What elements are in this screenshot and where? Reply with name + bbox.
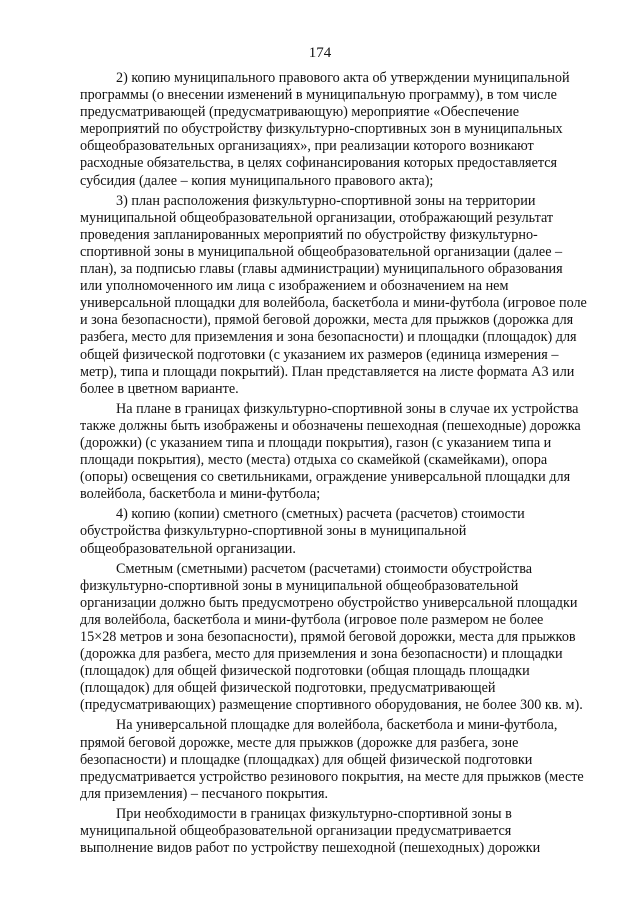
paragraph-zone-plan: 3) план расположения физкультурно-спортивной зоны на территории муниципальной общеобразовательной организации, отображающий результат проведения запланированных мероприятий по обустройству физкультурно- спортивной зоны в муниципальной общеобразовательной организации (далее – план), за подписью главы (главы администрации) муниципального образования или уполномоченного им лица с изображением и обозначением на нем универсальной площадки для волейбола, баскетбола и мини-футбола (игровое поле и зона безопасности), прямой беговой дорожки, места для прыжков (дорожка для разбега, место для приземления и зона безопасности) и площадки (площадок) для общей физической подготовки (с указанием их размеров (единица измерения – метр), типа и площади покрытий). План представляется на листе формата А3 или более в цветном варианте.	[80, 192, 587, 397]
paragraph-estimate-requirements: Сметным (сметными) расчетом (расчетами) стоимости обустройства физкультурно-спортивной зоны в муниципальной общеобразовательной организации должно быть предусмотрено обустройство универсальной площадки для волейбола, баскетбола и мини-футбола (игровое поле размером не более 15×28 метров и зона безопасности), прямой беговой дорожки, места для прыжков (дорожка для разбега, место для приземления и зона безопасности) и площадки (площадок) для общей физической подготовки (общая площадь площадки (площадок) для общей физической подготовки, предусматривающей (предусматривающих) размещение спортивного оборудования, не более 300 кв. м).	[80, 560, 583, 714]
paragraph-plan-boundaries: На плане в границах физкультурно-спортивной зоны в случае их устройства также должны быть изображены и обозначены пешеходная (пешеходные) дорожка (дорожки) (с указанием типа и площади покрытия), газон (с указанием типа и площади покрытия), место (места) отдыха со скамейкой (скамейками), опора (опоры) освещения со светильниками, ограждение универсальной площадки для волейбола, баскетбола и мини-футбола;	[80, 400, 581, 503]
paragraph-surface-coverage: На универсальной площадке для волейбола, баскетбола и мини-футбола, прямой беговой дорожке, месте для прыжков (дорожке для разбега, зоне безопасности) и площадке (площадках) для общей физической подготовки предусматривается устройство резинового покрытия, на месте для прыжков (месте для приземления) – песчаного покрытия.	[80, 717, 584, 802]
paragraph-additional-works: При необходимости в границах физкультурно-спортивной зоны в муниципальной общеобразовательной организации предусматривается выполнение видов работ по устройству пешеходной (пешеходных) дорожки	[80, 805, 541, 857]
document-body	[80, 70, 614, 860]
paragraph-estimate-copy: 4) копию (копии) сметного (сметных) расчета (расчетов) стоимости обустройства физкультурно-спортивной зоны в муниципальной общеобразовательной организации.	[80, 506, 525, 557]
paragraph-municipal-act-copy: 2) копию муниципального правового акта об утверждении муниципальной программы (о внесении изменений в муниципальную программу), в том числе предусматривающей (предусматривающую) мероприятие «Обеспечение мероприятий по обустройству физкультурно-спортивных зон в муниципальных общеобразовательных организациях», при реализации которого возникают расходные обязательства, в целях софинансирования которых предоставляется субсидия (далее – копия муниципального правового акта);	[80, 70, 570, 189]
page-number: 174	[308, 45, 332, 61]
